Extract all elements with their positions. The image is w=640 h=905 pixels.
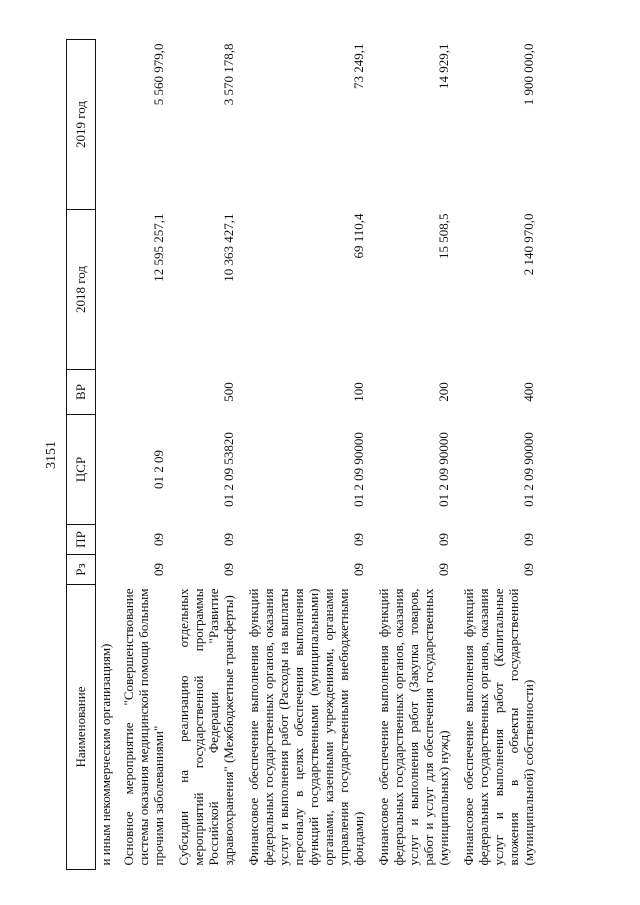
row-pr: 09 [351, 533, 366, 546]
row-2018: 10 363 427,1 [221, 213, 236, 282]
row-vr [117, 370, 172, 415]
row-name: Финансовое обеспечение выполнения функций федеральных государственных органов, оказания услуг и выполнения работ (Капитальные вложения в объекты государственной (муниципальной) собственности) [461, 588, 536, 866]
row-vr: 500 [221, 382, 236, 402]
row-rz: 09 [436, 563, 451, 576]
carryover-row [96, 40, 118, 870]
row-csr: 01 2 09 90000 [521, 432, 536, 507]
row-2019: 1 900 000,0 [521, 43, 536, 106]
header-csr: ЦСР [67, 415, 96, 525]
row-vr: 200 [436, 382, 451, 402]
header-name: Наименование [67, 585, 96, 870]
row-pr: 09 [521, 533, 536, 546]
row-2019: 3 570 178,8 [221, 43, 236, 106]
row-name: Финансовое обеспечение выполнения функций федеральных государственных органов, оказания услуг и выполнения работ (Закупка товаров, работ и услуг для обеспечения государственных (муниципальных) нужд) [376, 588, 451, 866]
row-rz: 09 [351, 563, 366, 576]
row-2019: 73 249,1 [351, 43, 366, 89]
row-csr: 01 2 09 90000 [351, 432, 366, 507]
row-csr: 01 2 09 [151, 450, 166, 489]
row-2019: 5 560 979,0 [151, 43, 166, 106]
page-number: 3151 [44, 441, 59, 469]
rotated-page [40, 40, 620, 870]
header-row [67, 40, 96, 870]
row-pr: 09 [221, 533, 236, 546]
row-csr: 01 2 09 90000 [436, 432, 451, 507]
carryover-text: и иным некоммерческим организациям) [98, 643, 113, 866]
table-row [117, 40, 172, 870]
row-name: Финансовое обеспечение выполнения функций федеральных государственных органов, оказания услуг и выполнения работ (Расходы на выплаты персоналу в целях обеспечения выполнения функций государственными (муниципальными) органами, казенными учреждениями, органами управления государственными внебюджетными фондами) [246, 588, 366, 866]
header-rz: Рз [67, 555, 96, 585]
row-rz: 09 [521, 563, 536, 576]
header-2018: 2018 год [67, 210, 96, 370]
table-row [242, 40, 372, 870]
row-name: Субсидии на реализацию отдельных мероприятий государственной программы Российской Федерации "Развитие здравоохранения" (Межбюджетные трансферты) [176, 588, 236, 866]
table-row [372, 40, 457, 870]
row-2018: 2 140 970,0 [521, 213, 536, 276]
header-2019: 2019 год [67, 40, 96, 210]
budget-table [66, 39, 542, 870]
row-2018: 15 508,5 [436, 213, 451, 259]
row-pr: 09 [151, 533, 166, 546]
row-pr: 09 [436, 533, 451, 546]
row-csr: 01 2 09 53820 [221, 432, 236, 507]
row-name: Основное мероприятие "Совершенствование системы оказания медицинской помощи больным прочими заболеваниями" [121, 588, 166, 866]
header-pr: ПР [67, 525, 96, 555]
row-vr: 100 [351, 382, 366, 402]
row-2018: 69 110,4 [351, 213, 366, 259]
row-rz: 09 [221, 563, 236, 576]
header-vr: ВР [67, 370, 96, 415]
row-vr: 400 [521, 382, 536, 402]
row-2018: 12 595 257,1 [151, 213, 166, 282]
table-row [172, 40, 242, 870]
row-2019: 14 929,1 [436, 43, 451, 89]
row-rz: 09 [151, 563, 166, 576]
table-row [457, 40, 542, 870]
